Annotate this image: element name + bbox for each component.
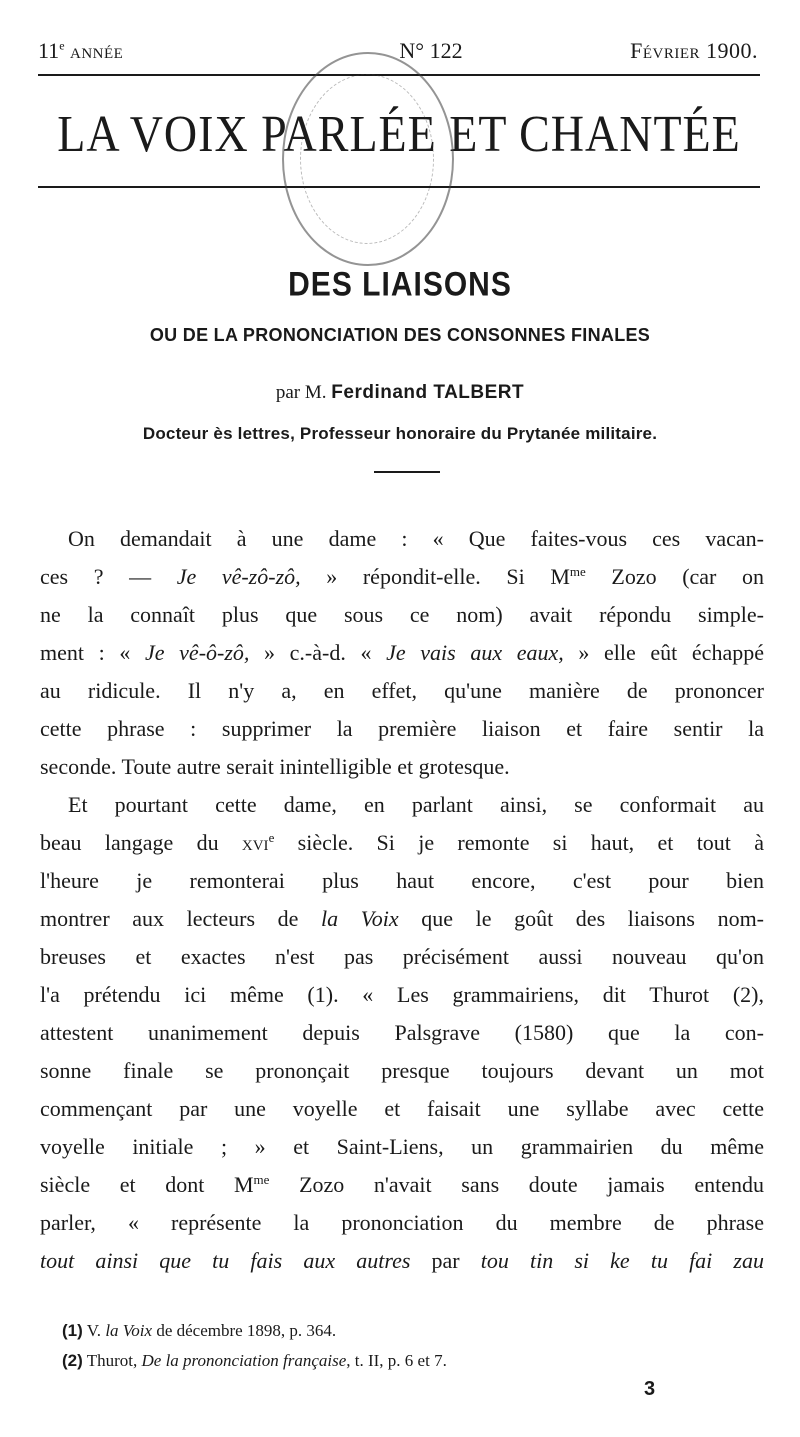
text-line: au ridicule. Il n'y a, en effet, qu'une manière de prononcer — [40, 678, 764, 703]
running-header — [38, 38, 758, 64]
text-line: Et pourtant cette dame, en parlant ainsi, se conformait au — [68, 792, 764, 817]
journal-title: LA VOIX PARLÉE ET CHANTÉE — [57, 104, 741, 163]
article-title: DES LIAISONS — [288, 265, 512, 304]
issue-date: Février 1900. — [630, 38, 758, 63]
text-line: commençant par une voyelle et faisait une syllabe avec cette — [40, 1096, 764, 1121]
library-stamp-inner-ring — [300, 74, 434, 244]
article-subtitle: OU DE LA PRONONCIATION DES CONSONNES FINALES — [149, 325, 651, 345]
footnotes — [62, 1316, 762, 1376]
text-line: On demandait à une dame : « Que faites-vous ces vacan- — [68, 526, 764, 551]
text-line: voyelle initiale ; » et Saint-Liens, un grammairien du même — [40, 1134, 764, 1159]
page-number: 3 — [644, 1378, 656, 1400]
text-line: ment : « Je vê-ô-zô, » c.-à-d. « Je vais aux eaux, » elle eût échappé — [40, 640, 764, 665]
article-body — [40, 520, 764, 1280]
text-line: sonne finale se prononçait presque toujours devant un mot — [40, 1058, 764, 1083]
footnote-2: (2) Thurot, De la prononciation française, t. II, p. 6 et 7. — [62, 1351, 447, 1370]
text-line: ne la connaît plus que sous ce nom) avait répondu simple- — [40, 602, 764, 627]
text-line: ces ? — Je vê-zô-zô, » répondit-elle. Si $M^{me}$ Zozo (car on — [40, 564, 764, 589]
byline: par M. Ferdinand TALBERT — [275, 382, 525, 403]
text-line: l'a prétendu ici même (1). « Les grammairiens, dit Thurot (2), — [40, 982, 764, 1007]
header-rule-top — [38, 74, 760, 76]
footnote-1: (1) V. la Voix de décembre 1898, p. 364. — [62, 1321, 337, 1340]
text-line: breuses et exactes n'est pas précisément aussi nouveau qu'on — [40, 944, 764, 969]
year-label: 11e ANNÉE — [38, 38, 124, 63]
text-line: beau langage du xvi$^e$ siècle. Si je remonte si haut, et tout à — [40, 830, 764, 855]
author-role: Docteur ès lettres, Professeur honoraire du Prytanée militaire. — [142, 424, 658, 443]
issue-number: N° 122 — [399, 38, 463, 63]
text-line: tout ainsi que tu fais aux autres par tou tin si ke tu fai zau — [40, 1248, 764, 1273]
text-line: siècle et dont $M^{me}$ Zozo n'avait sans doute jamais entendu — [40, 1172, 764, 1197]
text-line: l'heure je remonterai plus haut encore, c'est pour bien — [40, 868, 764, 893]
section-separator — [374, 471, 440, 473]
text-line: attestent unanimement depuis Palsgrave (1580) que la con- — [40, 1020, 764, 1045]
text-line: seconde. Toute autre serait inintelligible et grotesque. — [40, 754, 510, 779]
author-name: Ferdinand TALBERT — [331, 382, 525, 403]
text-line: cette phrase : supprimer la première liaison et faire sentir la — [40, 716, 764, 741]
text-line: montrer aux lecteurs de la Voix que le goût des liaisons nom- — [40, 906, 765, 931]
text-line: parler, « représente la prononciation du membre de phrase — [40, 1210, 764, 1235]
